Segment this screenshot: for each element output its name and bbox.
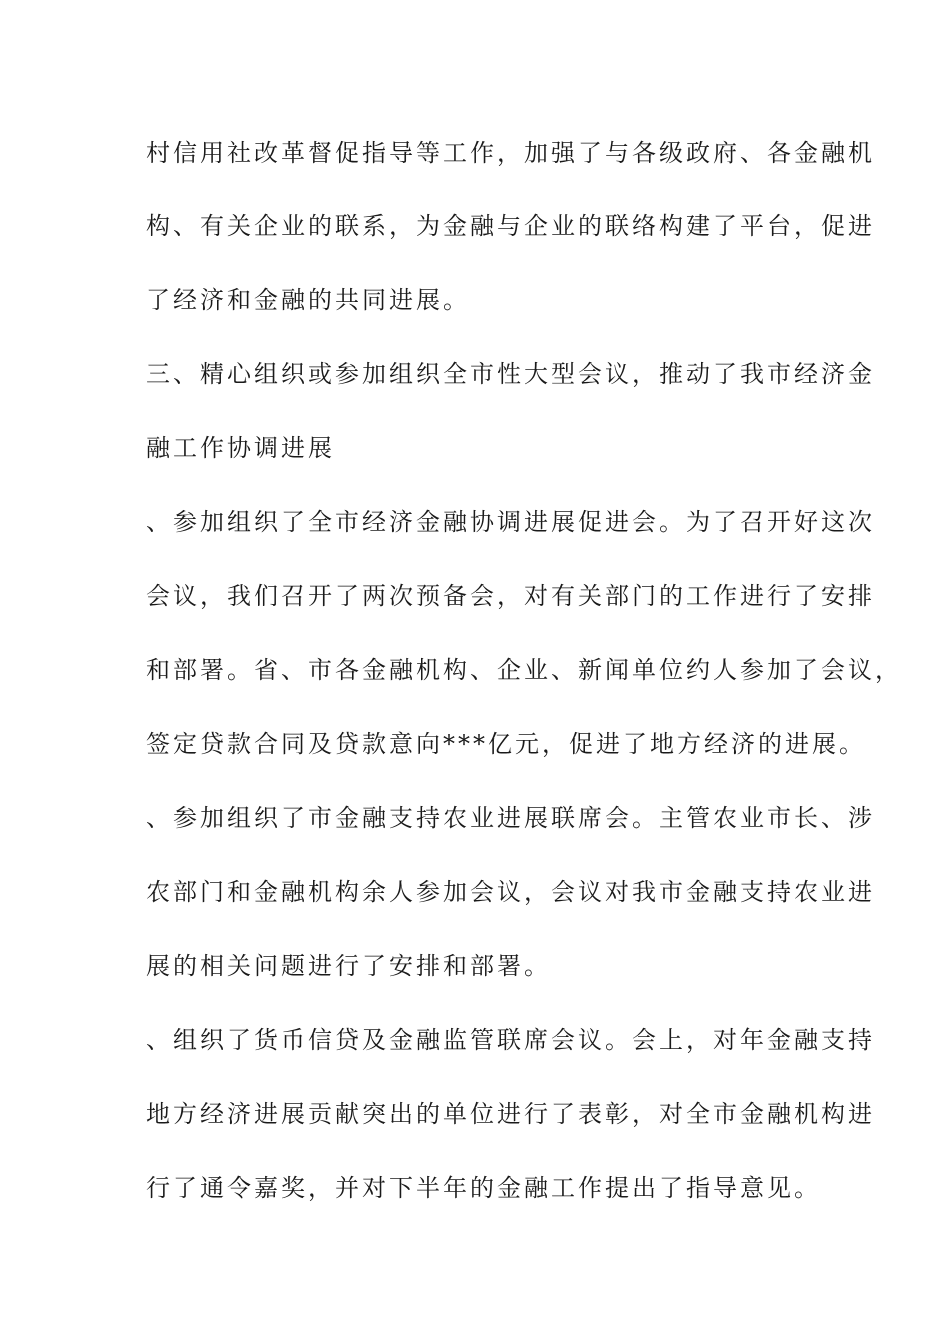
text-line: 和部署。省、市各金融机构、企业、新闻单位约人参加了会议， [146,656,902,684]
text-line: 行了通令嘉奖，并对下半年的金融工作提出了指导意见。 [146,1174,821,1202]
text-line: 、参加组织了全市经济金融协调进展促进会。为了召开好这次 [146,508,875,536]
text-line: 村信用社改革督促指导等工作，加强了与各级政府、各金融机 [146,139,875,167]
section-heading-line: 三、精心组织或参加组织全市性大型会议，推动了我市经济金 [146,360,875,388]
text-line: 地方经济进展贡献突出的单位进行了表彰，对全市金融机构进 [146,1100,875,1128]
text-line: 、参加组织了市金融支持农业进展联席会。主管农业市长、涉 [146,804,875,832]
text-line: 构、有关企业的联系，为金融与企业的联络构建了平台，促进 [146,212,875,240]
text-line: 农部门和金融机构余人参加会议，会议对我市金融支持农业进 [146,878,875,906]
text-line: 、组织了货币信贷及金融监管联席会议。会上，对年金融支持 [146,1026,875,1054]
text-line: 会议，我们召开了两次预备会，对有关部门的工作进行了安排 [146,582,875,610]
text-line: 展的相关问题进行了安排和部署。 [146,952,551,980]
text-line: 了经济和金融的共同进展。 [146,286,470,314]
text-line: 签定贷款合同及贷款意向***亿元，促进了地方经济的进展。 [146,730,866,758]
section-heading-line: 融工作协调进展 [146,434,335,462]
